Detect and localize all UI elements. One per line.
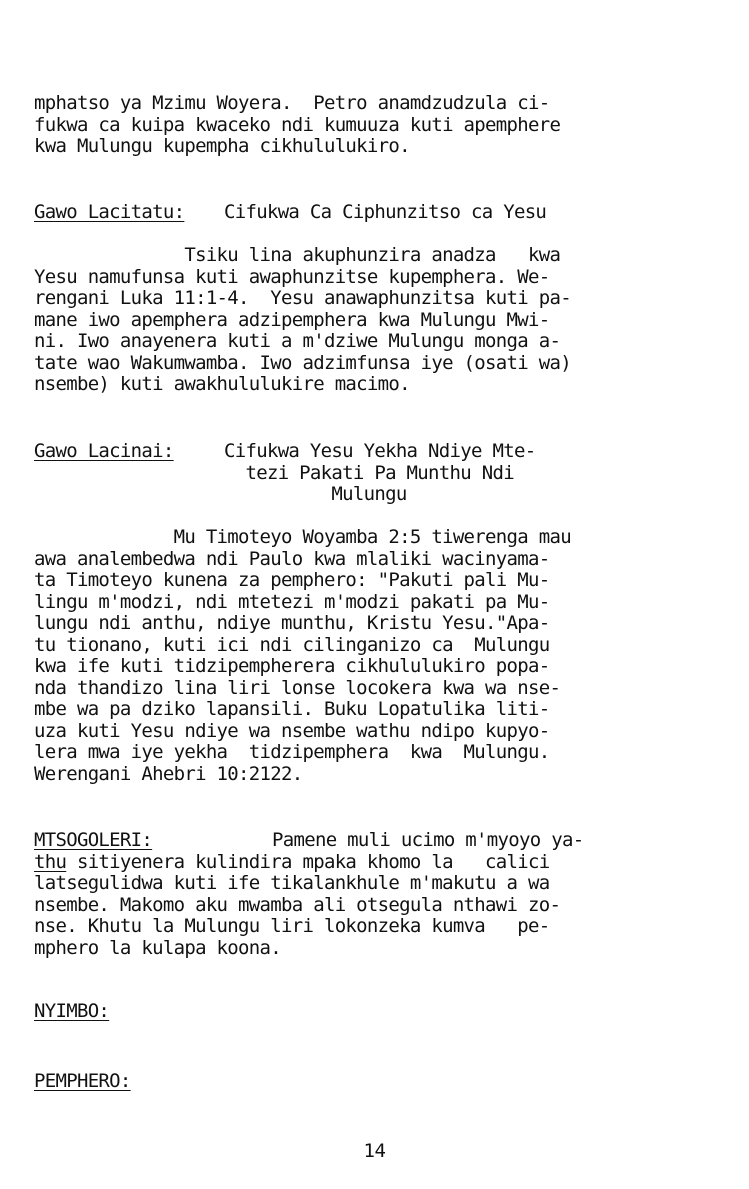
section-3-title: Cifukwa Ca Ciphunzitso ca Yesu xyxy=(224,201,547,223)
section-4-line: lungu ndi anthu, ndiye munthu, Kristu Yesu."Apa- xyxy=(34,612,550,634)
section-3-line: tate wao Wakumwamba. Iwo adzimfunsa iye (osati wa) xyxy=(34,351,571,374)
intro-line: fukwa ca kuipa kwaceko ndi kumuuza kuti apemphere xyxy=(34,113,561,136)
nyimbo-label xyxy=(34,1001,109,1023)
mtsogoleri-line: latsegulidwa kuti ife tikalankhule m'makutu a wa xyxy=(34,872,550,894)
section-4-title-line: Mulungu xyxy=(224,483,407,505)
section-4-line: mbe wa pa dziko lapansili. Buku Lopatulika liti- xyxy=(34,698,550,720)
section-4-title-line: Cifukwa Yesu Yekha Ndiye Mte- xyxy=(224,440,536,462)
mtsogoleri-line-rest: sitiyenera kulindira mpaka khomo la calici xyxy=(66,850,550,873)
page-number: 14 xyxy=(363,1140,386,1162)
section-4-line: awa analembedwa ndi Paulo kwa mlaliki wacinyama- xyxy=(34,547,550,570)
mtsogoleri-line: nse. Khutu la Mulungu liri lokonzeka kumva pe- xyxy=(34,915,550,937)
section-4-line: uza kuti Yesu ndiye wa nsembe wathu ndipo kupyo- xyxy=(34,719,550,742)
pemphero-label-text: PEMPHERO: xyxy=(34,1070,131,1092)
mtsogoleri-line: nsembe. Makomo aku mwamba ali otsegula nthawi zo- xyxy=(34,893,561,916)
section-4-line: kwa ife kuti tidzipempherera cikhululukiro popa- xyxy=(34,655,550,677)
nyimbo-label-text: NYIMBO: xyxy=(34,1000,110,1022)
section-4-label xyxy=(34,441,174,463)
section-4-line: Mu Timoteyo Woyamba 2:5 tiwerenga mau xyxy=(34,526,571,548)
intro-line: kwa Mulungu kupempha cikhululukiro. xyxy=(34,135,410,157)
section-3-line: Tsiku lina akuphunzira anadza kwa xyxy=(34,244,561,266)
section-4-line: nda thandizo lina liri lonse locokera kwa wa nse- xyxy=(34,676,561,699)
section-3-line: rengani Luka 11:1-4. Yesu anawaphunzitsa kuti pa- xyxy=(34,287,571,309)
section-3-line: ni. Iwo anayenera kuti a m'dziwe Mulungu monga a- xyxy=(34,330,561,352)
pemphero-label xyxy=(34,1071,131,1093)
section-4-line: Werengani Ahebri 10:2122. xyxy=(34,762,303,785)
section-4-line: ta Timoteyo kunena za pemphero: "Pakuti pali Mu- xyxy=(34,569,550,591)
section-3-line: nsembe) kuti awakhululukire macimo. xyxy=(34,373,410,395)
intro-line: mphatso ya Mzimu Woyera. Petro anamdzudzula ci- xyxy=(34,92,550,114)
mtsogoleri-label xyxy=(34,830,152,852)
section-4-line: tu tionano, kuti ici ndi cilinganizo ca Mulungu xyxy=(34,633,550,656)
mtsogoleri-line: mphero la kulapa koona. xyxy=(34,936,281,959)
section-4-line: lera mwa iye yekha tidzipemphera kwa Mulungu. xyxy=(34,741,550,763)
mtsogoleri-first-line: Pamene muli ucimo m'myoyo ya- xyxy=(272,829,584,851)
section-3-line: Yesu namufunsa kuti awaphunzitse kupemphera. We- xyxy=(34,265,550,288)
section-3-label xyxy=(34,202,184,224)
section-3-label-text: Gawo Lacitatu: xyxy=(34,201,185,223)
section-4-line: lingu m'modzi, ndi mtetezi m'modzi pakati pa Mu- xyxy=(34,590,550,613)
section-4-title-line: tezi Pakati Pa Munthu Ndi xyxy=(224,461,514,484)
section-4-label-text: Gawo Lacinai: xyxy=(34,440,174,462)
mtsogoleri-struck-word: thu xyxy=(34,850,67,873)
section-3-line: mane iwo apemphera adzipemphera kwa Mulungu Mwi- xyxy=(34,308,550,331)
mtsogoleri-label-text: MTSOGOLERI: xyxy=(34,829,153,851)
mtsogoleri-line xyxy=(34,852,549,874)
